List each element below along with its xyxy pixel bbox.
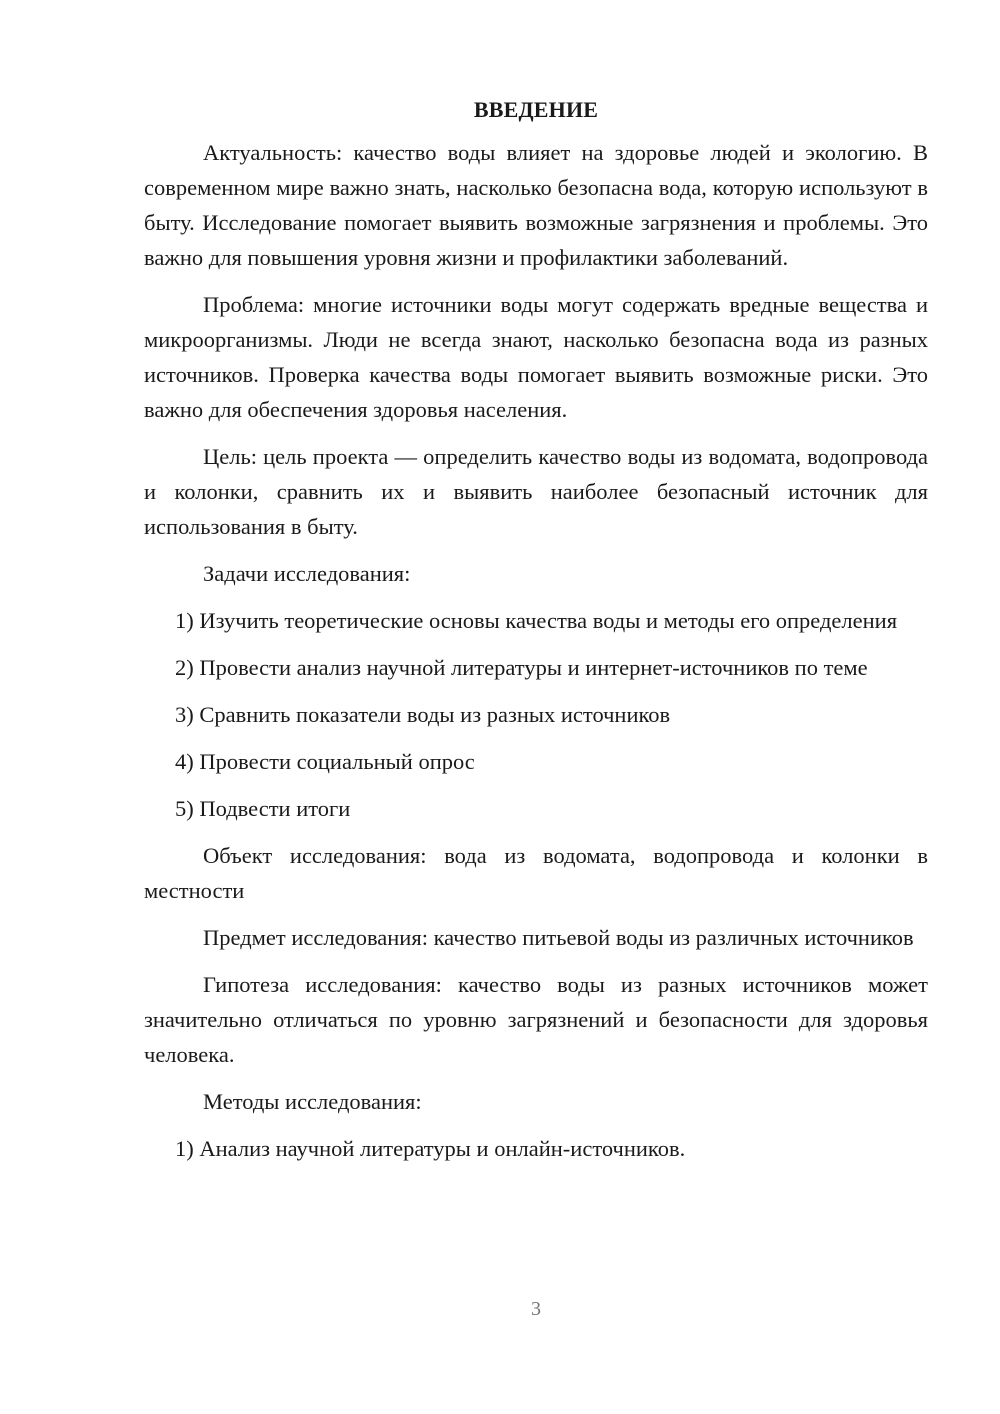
page-number: 3 [531, 1298, 541, 1320]
hypothesis-paragraph: Гипотеза исследования: качество воды из разных источников может значительно отличаться по уровню загрязнений и безопасности для здоровья человека. [144, 972, 928, 1067]
task-item: 4) Провести социальный опрос [175, 749, 475, 774]
goal-paragraph: Цель: цель проекта — определить качество воды из водомата, водопровода и колонки, сравнить их и выявить наиболее безопасный источник для использования в быту. [144, 444, 928, 539]
problem-paragraph: Проблема: многие источники воды могут содержать вредные вещества и микроорганизмы. Люди не всегда знают, насколько безопасна вода из разных источников. Проверка качества воды помогает выявить возможные риски. Это важно для обеспечения здоровья населения. [144, 292, 928, 422]
method-item: 1) Анализ научной литературы и онлайн-источников. [175, 1136, 686, 1161]
task-item: 2) Провести анализ научной литературы и интернет-источников по теме [175, 655, 868, 680]
subject-paragraph: Предмет исследования: качество питьевой воды из различных источников [203, 925, 914, 950]
task-item: 5) Подвести итоги [175, 796, 351, 821]
task-item: 3) Сравнить показатели воды из разных источников [175, 702, 671, 727]
object-paragraph: Объект исследования: вода из водомата, водопровода и колонки в местности [144, 843, 928, 903]
relevance-paragraph: Актуальность: качество воды влияет на здоровье людей и экологию. В современном мире важно знать, насколько безопасна вода, которую используют в быту. Исследование помогает выявить возможные загрязнения и проблемы. Это важно для повышения уровня жизни и профилактики заболеваний. [144, 140, 928, 270]
page-content [144, 95, 928, 1178]
tasks-heading: Задачи исследования: [203, 561, 411, 586]
task-item: 1) Изучить теоретические основы качества воды и методы его определения [175, 608, 898, 633]
methods-heading: Методы исследования: [203, 1089, 422, 1114]
section-title: ВВЕДЕНИЕ [473, 97, 599, 122]
